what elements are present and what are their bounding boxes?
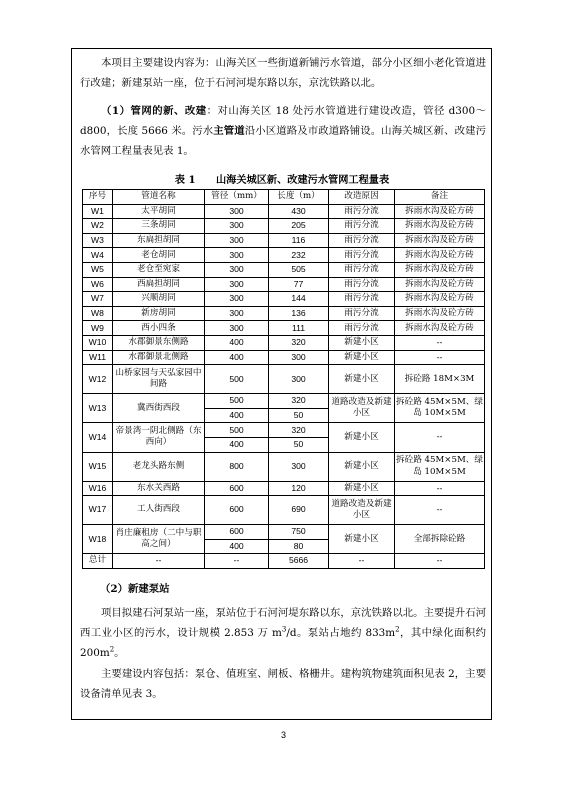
table-row <box>83 525 485 540</box>
row-id: W3 <box>83 233 113 248</box>
table-header-row <box>83 190 485 205</box>
superscript: 2 <box>395 625 400 634</box>
row-length: 690 <box>269 496 329 525</box>
row-reason: 道路改造及新建小区 <box>329 394 395 423</box>
table-row <box>83 452 485 481</box>
row-diameter: 600 <box>205 496 269 525</box>
total-reason: -- <box>329 554 395 569</box>
table-row <box>83 248 485 263</box>
row-id: W6 <box>83 277 113 292</box>
row-note: 拆砼路 45M×5M、绿岛 10M×5M <box>395 452 485 481</box>
row-id: W17 <box>83 496 113 525</box>
row-length: 144 <box>269 292 329 307</box>
row-id: W2 <box>83 219 113 234</box>
row-diameter: 300 <box>205 277 269 292</box>
table-total-row <box>83 554 485 569</box>
row-reason: 新建小区 <box>329 452 395 481</box>
row-reason: 雨污分流 <box>329 292 395 307</box>
row-length: 505 <box>269 262 329 277</box>
row-reason: 新建小区 <box>329 365 395 394</box>
row-note: -- <box>395 496 485 525</box>
row-diameter: 400 <box>205 335 269 350</box>
section1-paragraph <box>80 101 486 161</box>
total-diameter: -- <box>205 554 269 569</box>
row-note: 拆雨水沟及砼方砖 <box>395 219 485 234</box>
row-length: 300 <box>269 350 329 365</box>
row-length: 50 <box>269 437 329 452</box>
row-reason: 道路改造及新建小区 <box>329 496 395 525</box>
row-note: -- <box>395 335 485 350</box>
total-name: -- <box>113 554 205 569</box>
section1-body: ：对山海关区 18 处污水管道进行建设改造，管径 d300～d800，长度 5666 米。污水 <box>80 105 486 137</box>
row-note: 拆雨水沟及砼方砖 <box>395 277 485 292</box>
row-length: 320 <box>269 335 329 350</box>
row-name: 肖庄廉租房（二中与职高之间） <box>113 525 205 554</box>
row-diameter: 600 <box>205 481 269 496</box>
row-id: W18 <box>83 525 113 554</box>
row-name: 东扁担胡同 <box>113 233 205 248</box>
row-reason: 雨污分流 <box>329 248 395 263</box>
table-row <box>83 350 485 365</box>
row-reason: 新建小区 <box>329 335 395 350</box>
row-name: 冀西街西段 <box>113 394 205 423</box>
pipe-network-table <box>82 189 485 569</box>
row-note: 拆雨水沟及砼方砖 <box>395 204 485 219</box>
row-id: W16 <box>83 481 113 496</box>
total-label: 总计 <box>83 554 113 569</box>
row-length: 136 <box>269 306 329 321</box>
header-cell: 管径（mm） <box>205 190 269 205</box>
row-id: W12 <box>83 365 113 394</box>
section2-p1a: 项目拟建石河泵站一座，泵站位于石河河堤东路以东，京沈铁路以北。主要提升石河西工业小区的污水，设计规模 2.853 万 m <box>80 607 486 639</box>
row-note: 拆砼路 45M×5M、绿岛 10M×5M <box>395 394 485 423</box>
row-id: W7 <box>83 292 113 307</box>
section2-p1b: /d。泵站占地约 833m <box>286 627 396 639</box>
row-id: W9 <box>83 321 113 336</box>
page-number: 3 <box>280 730 286 740</box>
table-row <box>83 496 485 525</box>
row-note: 拆雨水沟及砼方砖 <box>395 233 485 248</box>
row-length: 430 <box>269 204 329 219</box>
table-row <box>83 233 485 248</box>
row-note: -- <box>395 350 485 365</box>
superscript: 3 <box>281 625 287 634</box>
row-diameter: 800 <box>205 452 269 481</box>
row-id: W13 <box>83 394 113 423</box>
row-name: 三条胡同 <box>113 219 205 234</box>
row-note: 拆雨水沟及砼方砖 <box>395 321 485 336</box>
row-name: 西扁担胡同 <box>113 277 205 292</box>
row-diameter: 400 <box>205 408 269 423</box>
row-diameter: 300 <box>205 219 269 234</box>
row-note: 拆雨水沟及砼方砖 <box>395 248 485 263</box>
row-id: W8 <box>83 306 113 321</box>
row-length: 300 <box>269 452 329 481</box>
row-name: 山桥家园与天弘家园中间路 <box>113 365 205 394</box>
section1-heading: （1）管网的新、改建 <box>101 105 207 117</box>
row-diameter: 300 <box>205 262 269 277</box>
header-cell: 长度（m） <box>269 190 329 205</box>
header-cell: 备注 <box>395 190 485 205</box>
row-reason: 雨污分流 <box>329 277 395 292</box>
section2-p1c: ，其中绿化面积约 200m <box>80 627 486 659</box>
row-length: 232 <box>269 248 329 263</box>
row-reason: 雨污分流 <box>329 262 395 277</box>
row-note: 拆雨水沟及砼方砖 <box>395 262 485 277</box>
row-id: W11 <box>83 350 113 365</box>
header-cell: 改造原因 <box>329 190 395 205</box>
table-row <box>83 394 485 409</box>
row-length: 300 <box>269 365 329 394</box>
row-id: W14 <box>83 423 113 452</box>
row-diameter: 300 <box>205 321 269 336</box>
header-cell: 管道名称 <box>113 190 205 205</box>
table-row <box>83 292 485 307</box>
superscript: 2 <box>109 645 115 654</box>
row-length: 77 <box>269 277 329 292</box>
table1-caption: 表 1 山海关城区新、改建污水管网工程量表 <box>174 174 390 186</box>
section2-paragraph-2: 主要建设内容包括：泵仓、值班室、闸板、格栅井。建构筑物建筑面积见表 2，主要设备清单见表 3。 <box>80 668 486 700</box>
section1-body2: 沿小区道路及市政道路铺设。山海关城区新、改建污水管网工程量表见表 1。 <box>80 125 487 157</box>
row-diameter: 600 <box>205 525 269 540</box>
row-note: 拆雨水沟及砼方砖 <box>395 306 485 321</box>
row-reason: 雨污分流 <box>329 219 395 234</box>
table-row <box>83 306 485 321</box>
table-row <box>83 262 485 277</box>
row-diameter: 400 <box>205 350 269 365</box>
row-id: W15 <box>83 452 113 481</box>
section2-p1d: 。 <box>114 647 125 659</box>
section2-heading: （2）新建泵站 <box>100 583 170 595</box>
section1-bold-term: 主管道 <box>213 125 245 137</box>
row-diameter: 400 <box>205 437 269 452</box>
row-length: 50 <box>269 408 329 423</box>
intro-paragraph: 本项目主要建设内容为：山海关区一些街道新铺污水管道，部分小区细小老化管道进行改建；新建泵站一座，位于石河河堤东路以东，京沈铁路以北。 <box>80 57 486 89</box>
row-diameter: 300 <box>205 292 269 307</box>
row-diameter: 400 <box>205 539 269 554</box>
section2-paragraph-1 <box>80 603 486 663</box>
row-diameter: 500 <box>205 423 269 438</box>
row-name: 工人街西段 <box>113 496 205 525</box>
table-row <box>83 365 485 394</box>
row-id: W10 <box>83 335 113 350</box>
row-reason: 新建小区 <box>329 350 395 365</box>
row-diameter: 300 <box>205 306 269 321</box>
row-id: W1 <box>83 204 113 219</box>
row-name: 太平胡同 <box>113 204 205 219</box>
row-diameter: 500 <box>205 394 269 409</box>
table-row <box>83 481 485 496</box>
row-note: -- <box>395 481 485 496</box>
row-reason: 新建小区 <box>329 481 395 496</box>
row-diameter: 500 <box>205 365 269 394</box>
row-note: 拆雨水沟及砼方砖 <box>395 292 485 307</box>
row-name: 东水关西路 <box>113 481 205 496</box>
row-note: 全部拆除砼路 <box>395 525 485 554</box>
row-length: 205 <box>269 219 329 234</box>
row-note: -- <box>395 423 485 452</box>
row-diameter: 300 <box>205 204 269 219</box>
header-cell: 序号 <box>83 190 113 205</box>
row-name: 老仓胡同 <box>113 248 205 263</box>
row-name: 水郡御景东侧路 <box>113 335 205 350</box>
row-name: 兴顺胡同 <box>113 292 205 307</box>
row-length: 320 <box>269 394 329 409</box>
row-note: 拆砼路 18M×3M <box>395 365 485 394</box>
row-reason: 新建小区 <box>329 525 395 554</box>
row-length: 111 <box>269 321 329 336</box>
total-length: 5666 <box>269 554 329 569</box>
row-diameter: 300 <box>205 248 269 263</box>
table-row <box>83 321 485 336</box>
table-row <box>83 423 485 438</box>
row-reason: 新建小区 <box>329 423 395 452</box>
row-id: W5 <box>83 262 113 277</box>
row-id: W4 <box>83 248 113 263</box>
row-name: 水郡御景北侧路 <box>113 350 205 365</box>
row-name: 新房胡同 <box>113 306 205 321</box>
total-note: -- <box>395 554 485 569</box>
row-length: 320 <box>269 423 329 438</box>
row-length: 80 <box>269 539 329 554</box>
row-name: 老龙头路东侧 <box>113 452 205 481</box>
row-reason: 雨污分流 <box>329 233 395 248</box>
row-reason: 雨污分流 <box>329 204 395 219</box>
table-row <box>83 204 485 219</box>
row-name: 帝景湾一阴北侧路（东西向） <box>113 423 205 452</box>
row-diameter: 300 <box>205 233 269 248</box>
table-row <box>83 277 485 292</box>
table-row <box>83 335 485 350</box>
row-reason: 雨污分流 <box>329 321 395 336</box>
row-length: 116 <box>269 233 329 248</box>
row-length: 120 <box>269 481 329 496</box>
row-name: 西小四条 <box>113 321 205 336</box>
row-reason: 雨污分流 <box>329 306 395 321</box>
row-length: 750 <box>269 525 329 540</box>
table-row <box>83 219 485 234</box>
row-name: 老仓至宛家 <box>113 262 205 277</box>
